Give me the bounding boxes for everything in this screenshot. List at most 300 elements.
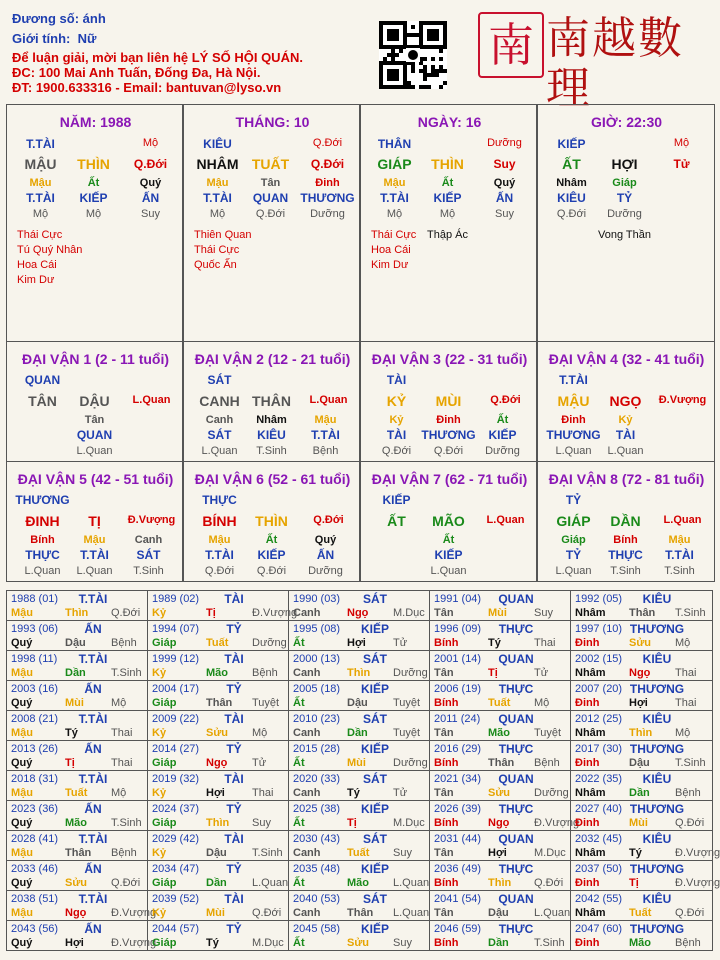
luck-hidden-stem: Kỷ (618, 414, 633, 426)
year-phase: Mộ (675, 637, 691, 649)
year-label: 2010 (23) (293, 713, 341, 725)
luck-hidden-stem: Giáp (561, 534, 586, 546)
luck-branch: TỊ (88, 513, 101, 529)
luck-branch: NGỌ (609, 393, 642, 409)
year-cell (6, 680, 148, 711)
year-cell (288, 740, 430, 771)
year-cell (570, 890, 713, 921)
hidden-god: T.TÀI (26, 191, 55, 205)
luck-stem-god: QUAN (24, 373, 61, 387)
year-cell (288, 770, 430, 801)
luck-hidden-stem: Quý (314, 534, 337, 546)
year-cell (429, 680, 571, 711)
luck-hidden-god: KIẾP (434, 548, 463, 562)
qr-module (391, 49, 395, 53)
year-branch: Sửu (347, 937, 370, 949)
hidden-phase: Mộ (386, 208, 403, 220)
year-phase: Mộ (111, 787, 127, 799)
year-cell (147, 800, 289, 831)
year-god: TÀI (224, 592, 244, 606)
contact-address: ĐC: 100 Mai Anh Tuấn, Đống Đa, Hà Nội. (12, 65, 261, 80)
year-branch: Sửu (488, 787, 511, 799)
year-god: THỰC (498, 802, 534, 816)
year-label: 1992 (05) (575, 593, 623, 605)
year-stem: Canh (293, 727, 321, 739)
qr-module (423, 85, 427, 89)
year-stem: Giáp (152, 877, 177, 889)
luck-cell (183, 461, 360, 582)
year-label: 2047 (60) (575, 923, 623, 935)
year-label: 2002 (15) (575, 653, 623, 665)
luck-hidden-stem: Bính (30, 534, 55, 546)
luck-stem: ẤT (387, 513, 406, 529)
year-phase: Bệnh (675, 787, 701, 799)
qr-module (423, 77, 427, 81)
year-stem: Kỷ (152, 787, 167, 799)
luck-stem: MẬU (557, 393, 590, 409)
year-label: 2021 (34) (434, 773, 482, 785)
year-stem: Tân (434, 607, 454, 619)
year-phase: Q.Đới (675, 817, 705, 829)
year-god: SÁT (363, 772, 387, 786)
year-god: QUAN (498, 892, 534, 906)
year-god: KIÊU (642, 832, 672, 846)
year-phase: Đ.Vượng (675, 877, 720, 889)
year-cell (570, 920, 713, 951)
year-god: SÁT (363, 832, 387, 846)
year-branch: Ngọ (629, 667, 651, 679)
year-god: THỰC (498, 742, 534, 756)
year-branch: Hợi (206, 787, 225, 799)
year-phase: Đ.Vượng (111, 907, 157, 919)
hidden-phase: Suy (495, 208, 514, 220)
year-label: 2023 (36) (11, 803, 59, 815)
year-branch: Ngọ (488, 817, 510, 829)
luck-stem: CANH (199, 393, 240, 409)
year-phase: T.Sinh (111, 667, 142, 679)
qr-module (399, 49, 403, 53)
luck-cell (360, 461, 537, 582)
year-stem: Giáp (152, 817, 177, 829)
qr-module (427, 29, 439, 41)
year-phase: Bệnh (252, 667, 278, 679)
year-phase: Đ.Vượng (252, 607, 298, 619)
star-item: Thái Cực (194, 244, 240, 256)
year-label: 2044 (57) (152, 923, 200, 935)
year-stem: Bính (434, 877, 459, 889)
pillar-stem-god: THÂN (377, 137, 412, 151)
qr-module (439, 85, 443, 89)
year-branch: Dậu (206, 847, 227, 859)
pillar-branch-phase: Q.Đới (310, 157, 345, 171)
year-god: T.TÀI (78, 712, 108, 726)
year-cell (570, 710, 713, 741)
year-phase: Bệnh (111, 847, 137, 859)
luck-stem-god: SÁT (207, 373, 232, 387)
luck-title: ĐẠI VẬN 2 (12 - 21 tuổi) (194, 351, 351, 367)
year-stem: Bính (434, 697, 459, 709)
year-phase: Thai (675, 697, 697, 709)
year-branch: Tuất (206, 637, 229, 649)
qr-module (415, 33, 419, 37)
year-stem: Nhâm (575, 847, 606, 859)
year-branch: Tuất (65, 787, 88, 799)
luck-title: ĐẠI VẬN 5 (42 - 51 tuổi) (17, 471, 174, 487)
luck-branch: DẬU (79, 393, 110, 409)
year-god: ẤN (84, 922, 102, 936)
luck-hidden-stem: Tân (84, 414, 105, 426)
year-cell (6, 860, 148, 891)
luck-hidden-stem: Canh (134, 534, 163, 546)
luck-hidden-god: THƯƠNG (421, 428, 476, 442)
year-label: 1994 (07) (152, 623, 200, 635)
year-phase: Tuyệt (252, 697, 280, 709)
year-stem: Ất (293, 697, 305, 709)
qr-module (423, 69, 427, 73)
year-label: 2022 (35) (575, 773, 623, 785)
year-branch: Tị (347, 817, 357, 829)
year-god: SÁT (363, 652, 387, 666)
year-stem: Quý (11, 817, 33, 829)
hidden-god: ẤN (495, 191, 514, 205)
year-stem: Nhâm (575, 727, 606, 739)
gender-label: Giới tính: (12, 31, 71, 46)
qr-module (431, 69, 435, 73)
luck-hidden-stem: Canh (205, 414, 234, 426)
year-god: TỶ (226, 742, 242, 756)
year-branch: Hợi (65, 937, 84, 949)
year-god: TÀI (224, 712, 244, 726)
year-cell (147, 770, 289, 801)
luck-hidden-god: KIẾP (488, 428, 517, 442)
year-god: KIÊU (642, 772, 672, 786)
hidden-phase: Q.Đới (556, 208, 587, 220)
year-phase: Thai (252, 787, 274, 799)
year-label: 1989 (02) (152, 593, 200, 605)
year-stem: Quý (11, 757, 33, 769)
year-phase: Tử (252, 757, 267, 769)
year-stem: Canh (293, 667, 321, 679)
year-phase: M.Dục (534, 847, 566, 859)
year-phase: Q.Đới (675, 907, 705, 919)
year-god: KIẾP (360, 922, 390, 936)
year-god: SÁT (363, 712, 387, 726)
year-branch: Thân (206, 697, 233, 709)
year-stem: Giáp (152, 637, 177, 649)
year-god: KIẾP (360, 742, 390, 756)
contact-phone-email: ĐT: 1900.633316 - Email: bantuvan@lyso.vn (12, 80, 282, 95)
year-branch: Thìn (206, 817, 230, 829)
year-branch: Mão (206, 667, 228, 679)
year-label: 2005 (18) (293, 683, 341, 695)
hidden-god: THƯƠNG (300, 191, 355, 205)
year-god: KIẾP (360, 862, 390, 876)
year-cell (429, 770, 571, 801)
luck-hidden-phase: L.Quan (430, 565, 467, 577)
year-stem: Mậu (11, 907, 33, 919)
header (0, 0, 720, 114)
year-branch: Mùi (65, 697, 84, 709)
year-branch: Thân (347, 907, 374, 919)
qr-module (407, 33, 411, 37)
year-label: 2032 (45) (575, 833, 623, 845)
year-god: TÀI (224, 892, 244, 906)
year-branch: Mùi (206, 907, 225, 919)
luck-hidden-phase: T.Sinh (256, 445, 287, 457)
owner-name: Đương số: ánh (12, 11, 106, 26)
year-cell (6, 890, 157, 921)
year-cell (429, 650, 571, 681)
star-item: Thái Cực (17, 229, 63, 241)
year-god: TỶ (226, 802, 242, 816)
year-phase: Bệnh (534, 757, 560, 769)
year-god: TỶ (226, 862, 242, 876)
year-branch: Dậu (629, 757, 650, 769)
year-god: T.TÀI (78, 772, 108, 786)
year-stem: Ất (293, 817, 305, 829)
qr-module (439, 65, 443, 69)
year-cell (288, 890, 430, 921)
year-label: 2003 (16) (11, 683, 59, 695)
year-phase: L.Quan (393, 907, 430, 919)
luck-branch-phase: Đ.Vượng (658, 394, 707, 406)
year-label: 2026 (39) (434, 803, 482, 815)
luck-hidden-phase: T.Sinh (610, 565, 641, 577)
year-stem: Kỷ (152, 727, 167, 739)
year-stem: Giáp (152, 757, 177, 769)
pillar-cell (360, 104, 537, 342)
year-phase: T.Sinh (252, 847, 283, 859)
luck-hidden-phase: L.Quan (24, 565, 61, 577)
year-god: SÁT (363, 592, 387, 606)
pillar-cell (537, 104, 715, 342)
year-cell (147, 920, 289, 951)
hidden-stem: Quý (139, 177, 162, 189)
year-phase: Tuyệt (393, 727, 421, 739)
qr-module (383, 57, 387, 61)
luck-cell (537, 461, 715, 582)
luck-stem-god: THƯƠNG (15, 493, 70, 507)
year-phase: Q.Đới (111, 877, 141, 889)
qr-module (411, 33, 415, 37)
year-stem: Ất (293, 637, 305, 649)
luck-hidden-god: TÀI (615, 428, 636, 442)
year-branch: Tị (488, 667, 498, 679)
year-phase: T.Sinh (675, 757, 706, 769)
year-branch: Tuất (629, 907, 652, 919)
year-label: 1993 (06) (11, 623, 59, 635)
luck-hidden-phase: Q.Đới (204, 565, 235, 577)
year-label: 2004 (17) (152, 683, 200, 695)
year-label: 2033 (46) (11, 863, 59, 875)
luck-stem: KỶ (386, 393, 407, 409)
qr-module (423, 57, 427, 61)
year-stem: Canh (293, 607, 321, 619)
year-label: 2006 (19) (434, 683, 482, 695)
qr-module (387, 53, 391, 57)
luck-stem-god: TỶ (565, 493, 582, 507)
year-stem: Tân (434, 667, 454, 679)
year-label: 2000 (13) (293, 653, 341, 665)
year-branch: Hợi (488, 847, 507, 859)
year-stem: Ất (293, 877, 305, 889)
year-stem: Kỷ (152, 907, 167, 919)
qr-center-mark (408, 50, 418, 60)
star-item: Quốc Ấn (194, 259, 237, 271)
qr-module (419, 85, 423, 89)
year-god: QUAN (498, 772, 534, 786)
luck-hidden-phase: L.Quan (555, 445, 592, 457)
year-stem: Mậu (11, 607, 33, 619)
qr-module (443, 81, 447, 85)
qr-module (427, 85, 431, 89)
year-branch: Tý (65, 727, 78, 739)
year-god: KIẾP (360, 682, 390, 696)
year-label: 2024 (37) (152, 803, 200, 815)
year-cell (6, 800, 148, 831)
luck-hidden-god: QUAN (76, 428, 113, 442)
hidden-stem: Ất (87, 177, 100, 189)
year-label: 2017 (30) (575, 743, 623, 755)
luck-hidden-god: ẤN (316, 548, 335, 562)
year-god: KIÊU (642, 892, 672, 906)
year-branch: Mùi (488, 607, 507, 619)
gender-value: Nữ (77, 31, 97, 46)
year-stem: Quý (11, 637, 33, 649)
year-label: 2012 (25) (575, 713, 623, 725)
year-label: 2019 (32) (152, 773, 200, 785)
pillar-title: NĂM: 1988 (59, 114, 132, 130)
year-cell (6, 620, 148, 651)
year-cell (288, 710, 430, 741)
year-god: THƯƠNG (629, 802, 685, 816)
year-cell (6, 590, 148, 621)
year-branch: Mão (488, 727, 510, 739)
year-stem: Ất (293, 937, 305, 949)
year-cell (570, 740, 713, 771)
year-phase: Thai (534, 637, 556, 649)
year-branch: Ngọ (65, 907, 87, 919)
year-stem: Tân (434, 907, 454, 919)
hidden-phase: Q.Đới (255, 208, 286, 220)
year-god: T.TÀI (78, 832, 108, 846)
hidden-god: ẤN (141, 191, 160, 205)
year-god: KIÊU (642, 592, 672, 606)
qr-module (439, 57, 443, 61)
year-cell (570, 830, 720, 861)
luck-branch: THÂN (252, 393, 291, 409)
year-god: QUAN (498, 592, 534, 606)
year-branch: Hợi (347, 637, 366, 649)
year-cell (570, 620, 713, 651)
year-label: 2009 (22) (152, 713, 200, 725)
pillar-branch: HỢI (611, 156, 638, 172)
pillar-stem-god: KIẾP (557, 137, 586, 151)
luck-hidden-god: TÀI (386, 428, 407, 442)
qr-module (391, 57, 395, 61)
year-cell (147, 710, 289, 741)
year-label: 2040 (53) (293, 893, 341, 905)
luck-hidden-stem: Mậu (83, 534, 106, 546)
hidden-stem: Tân (260, 177, 281, 189)
hidden-stem: Giáp (612, 177, 637, 189)
star-item: Hoa Cái (371, 244, 411, 256)
pillar-stem-god: KIÊU (203, 137, 232, 151)
year-label: 2043 (56) (11, 923, 59, 935)
year-phase: Q.Đới (252, 907, 282, 919)
hidden-phase: Suy (141, 208, 160, 220)
luck-cell (6, 341, 183, 462)
year-branch: Dậu (65, 637, 86, 649)
year-cell (147, 890, 289, 921)
pillar-stem: ẤT (562, 156, 581, 172)
qr-module (407, 81, 411, 85)
year-god: ẤN (84, 682, 102, 696)
hidden-phase: Mộ (209, 208, 226, 220)
qr-module (411, 85, 415, 89)
year-cell (570, 770, 713, 801)
year-cell (429, 620, 571, 651)
luck-cell (537, 341, 715, 462)
seal-text: 南 (488, 18, 534, 72)
year-phase: Dưỡng (252, 637, 287, 649)
luck-cell (6, 461, 183, 582)
hidden-stem: Đinh (315, 177, 340, 189)
year-label: 2030 (43) (293, 833, 341, 845)
luck-hidden-stem: Đinh (561, 414, 586, 426)
year-phase: Suy (393, 847, 412, 859)
hidden-phase: Mộ (85, 208, 102, 220)
year-stem: Đinh (575, 937, 600, 949)
year-stem: Nhâm (575, 667, 606, 679)
year-phase: Tuyệt (534, 727, 562, 739)
luck-hidden-god: T.TÀI (80, 548, 109, 562)
luck-hidden-god: T.TÀI (665, 548, 694, 562)
year-label: 2008 (21) (11, 713, 59, 725)
year-branch: Thân (488, 757, 515, 769)
luck-branch-phase: Q.Đới (313, 514, 344, 526)
luck-stem: ĐINH (25, 513, 60, 529)
year-cell (288, 830, 430, 861)
luck-hidden-god: THỰC (25, 548, 60, 562)
year-branch: Thìn (65, 607, 89, 619)
year-god: THƯƠNG (629, 682, 685, 696)
year-god: THƯƠNG (629, 922, 685, 936)
year-branch: Tị (629, 877, 639, 889)
hidden-stem: Mậu (206, 177, 229, 189)
year-phase: M.Dục (393, 607, 425, 619)
year-phase: Thai (675, 667, 697, 679)
qr-code-icon (379, 21, 447, 89)
pillar-stem-god: T.TÀI (26, 137, 55, 151)
qr-module (411, 65, 415, 69)
year-label: 2020 (33) (293, 773, 341, 785)
year-cell (147, 590, 298, 621)
year-branch: Tị (65, 757, 75, 769)
year-phase: Mộ (111, 697, 127, 709)
year-label: 2016 (29) (434, 743, 482, 755)
luck-hidden-phase: L.Quan (76, 565, 113, 577)
luck-stem-god: KIẾP (382, 493, 411, 507)
pillar-branch: TUẤT (251, 156, 290, 172)
year-god: QUAN (498, 712, 534, 726)
year-label: 1990 (03) (293, 593, 341, 605)
year-stem: Mậu (11, 667, 33, 679)
year-branch: Sửu (206, 727, 229, 739)
year-phase: Q.Đới (111, 607, 141, 619)
luck-branch-phase: Q.Đới (490, 394, 521, 406)
luck-hidden-phase: L.Quan (555, 565, 592, 577)
